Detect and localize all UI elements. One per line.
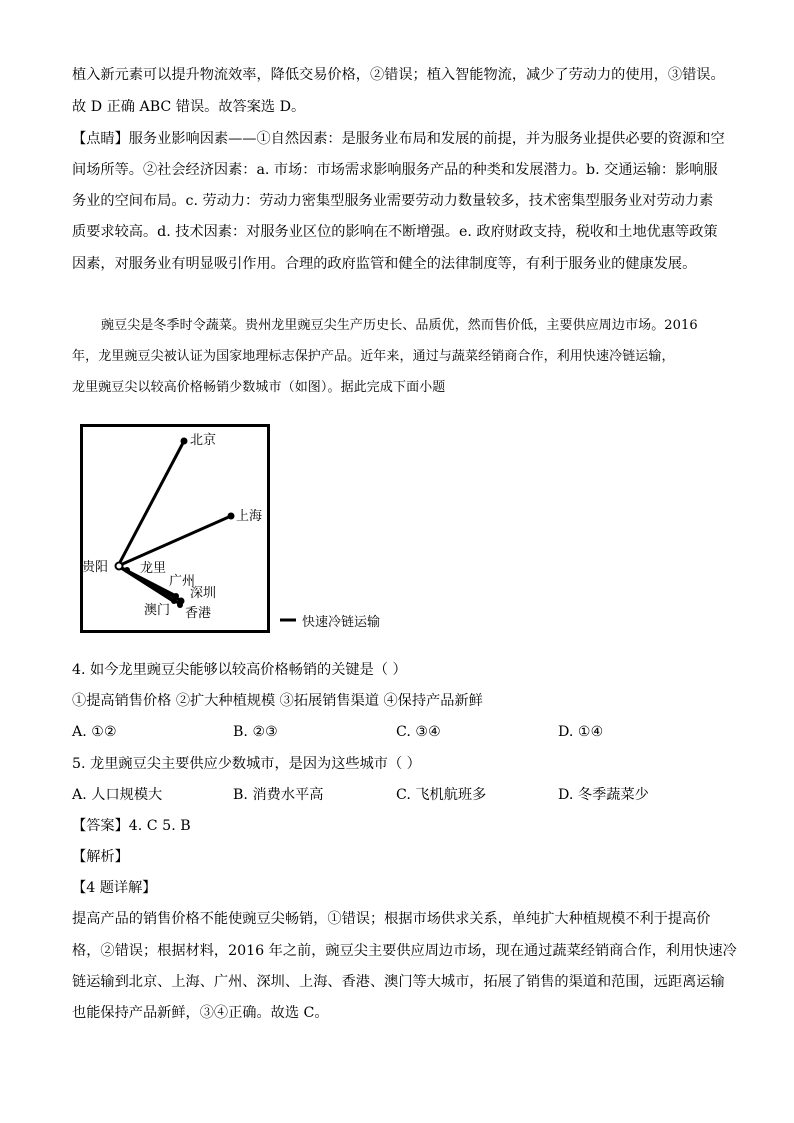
macau-dot — [171, 598, 177, 604]
guiyang-dot — [116, 563, 123, 570]
tip-line-5: 因素，对服务业有明显吸引作用。合理的政府监管和健全的法律制度等，有利于服务业的健康发展。 — [72, 256, 697, 272]
q4-detail-heading: 【4 题详解】 — [72, 880, 157, 896]
detail-line-3: 链运输到北京、上海、广州、深圳、上海、香港、澳门等大城市，拓展了销售的渠道和范围，远距离运输 — [72, 974, 725, 990]
explanation-line-2: 故 D 正确 ABC 错误。故答案选 D。 — [72, 99, 306, 115]
label-longli: 龙里 — [140, 561, 167, 576]
route-shanghai — [118, 516, 231, 566]
analysis-heading: 【解析】 — [72, 849, 129, 865]
detail-line-1: 提高产品的销售价格不能使豌豆尖畅销，①错误；根据市场供求关系，单纯扩大种植规模不利于提高价 — [72, 911, 711, 927]
explanation-line-1: 植入新元素可以提升物流效率，降低交易价格，②错误；植入智能物流，减少了劳动力的使用，③错误。 — [72, 67, 725, 83]
question-5: 5. 龙里豌豆尖主要供应少数城市，是因为这些城市（ ） — [72, 756, 421, 772]
material-line-2: 年，龙里豌豆尖被认证为国家地理标志保护产品。近年来，通过与蔬菜经销商合作，利用快速冷链运输， — [72, 349, 675, 364]
tip-line-4: 质要求较高。d. 技术因素：对服务业区位的影响在不断增强。e. 政府财政支持，税收和土地优惠等政策 — [72, 224, 718, 240]
label-shenzhen: 深圳 — [190, 586, 217, 601]
material-line-1: 豌豆尖是冬季时令蔬菜。贵州龙里豌豆尖生产历史长、品质优，然而售价低，主要供应周边市场。2016 — [101, 318, 698, 333]
legend-label: 快速冷链运输 — [302, 615, 381, 630]
q4-option-a: A. ①② — [72, 724, 117, 740]
cold-chain-map — [80, 424, 398, 636]
label-guiyang: 贵阳 — [82, 560, 109, 575]
label-guangzhou: 广州 — [169, 574, 196, 589]
tip-line-1: 【点睛】服务业影响因素——①自然因素：是服务业布局和发展的前提，并为服务业提供必要的资源和空 — [72, 131, 725, 147]
q5-option-c: C. 飞机航班多 — [396, 787, 487, 803]
q4-option-d: D. ①④ — [558, 724, 604, 740]
detail-line-4: 也能保持产品新鲜，③④正确。故选 C。 — [72, 1005, 329, 1021]
beijing-dot — [181, 438, 188, 445]
tip-line-3: 务业的空间布局。c. 劳动力：劳动力密集型服务业需要劳动力数量较多，技术密集型服务业对劳动力素 — [72, 193, 714, 209]
q5-option-d: D. 冬季蔬菜少 — [558, 787, 649, 803]
question-4-statements: ①提高销售价格 ②扩大种植规模 ③拓展销售渠道 ④保持产品新鲜 — [72, 693, 483, 709]
shanghai-dot — [228, 513, 235, 520]
label-shanghai: 上海 — [236, 509, 263, 524]
q4-option-c: C. ③④ — [396, 724, 441, 740]
q5-option-a: A. 人口规模大 — [72, 787, 163, 803]
label-macau: 澳门 — [144, 603, 171, 618]
question-4: 4. 如今龙里豌豆尖能够以较高价格畅销的关键是（ ） — [72, 662, 407, 678]
label-hongkong: 香港 — [185, 606, 212, 621]
answer-line: 【答案】4. C 5. B — [72, 818, 191, 834]
q5-option-b: B. 消费水平高 — [233, 787, 324, 803]
tip-line-2: 间场所等。②社会经济因素：a. 市场：市场需求影响服务产品的种类和发展潜力。b. 交通运输：影响服 — [72, 162, 718, 178]
q4-option-b: B. ②③ — [233, 724, 278, 740]
hongkong-dot — [177, 602, 183, 608]
route-beijing — [118, 441, 184, 566]
detail-line-2: 格，②错误；根据材料，2016 年之前，豌豆尖主要供应周边市场，现在通过蔬菜经销商合作，利用快速冷 — [72, 943, 737, 959]
label-beijing: 北京 — [190, 433, 217, 448]
material-line-3: 龙里豌豆尖以较高价格畅销少数城市（如图）。据此完成下面小题 — [72, 380, 446, 395]
longli-dot — [124, 567, 130, 573]
